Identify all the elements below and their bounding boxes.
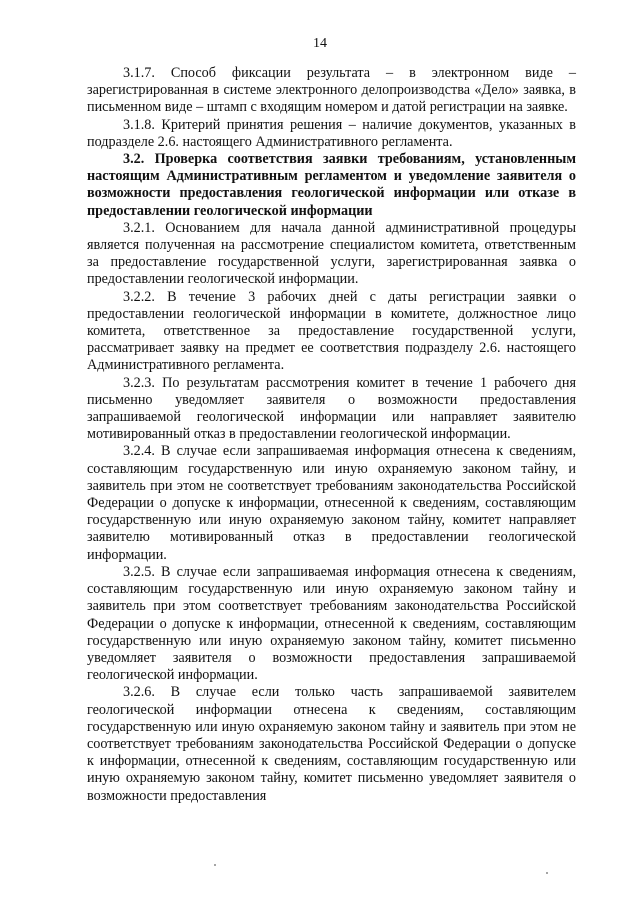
scan-artifact	[214, 864, 216, 866]
paragraph-3-2-3: 3.2.3. По результатам рассмотрения комитет в течение 1 рабочего дня письменно уведомляет заявителя о возможности предоставления запрашиваемой геологической информации или направляет заявителю мотивированный отказ в предоставлении геологической информации.	[87, 374, 576, 443]
paragraph-3-2-6: 3.2.6. В случае если только часть запрашиваемой заявителем геологической информации отнесена к сведениям, составляющим государственную или иную охраняемую законом тайну и заявитель при этом не соответствует требованиям законодательства Российской Федерации о допуске к информации, отнесенной к сведениям, составляющим государственную или иную охраняемую законом тайну, комитет письменно уведомляет заявителя о возможности предоставления	[87, 684, 576, 804]
paragraph-3-2-2: 3.2.2. В течение 3 рабочих дней с даты регистрации заявки о предоставлении геологической информации в комитете, должностное лицо комитета, ответственное за предоставление государственной услуги, рассматривает заявку на предмет ее соответствия подразделу 2.6. настоящего Административного регламента.	[87, 288, 576, 374]
paragraph-3-2-4: 3.2.4. В случае если запрашиваемая информация отнесена к сведениям, составляющим государственную или иную охраняемую законом тайну, и заявитель при этом не соответствует требованиям законодательства Российской Федерации о допуске к информации, отнесенной к сведениям, составляющим государственную или иную охраняемую законом тайну, комитет направляет заявителю мотивированный отказ в предоставлении геологической информации.	[87, 443, 576, 563]
page-number: 14	[313, 36, 327, 51]
paragraph-3-2-5: 3.2.5. В случае если запрашиваемая информация отнесена к сведениям, составляющим государственную или иную охраняемую законом тайну и заявитель при этом соответствует требованиям законодательства Российской Федерации о допуске к информации, отнесенной к сведениям, составляющим государственную или иную охраняемую законом тайну, комитет письменно уведомляет заявителя о возможности предоставления запрашиваемой геологической информации.	[87, 563, 576, 684]
paragraph-3-1-8: 3.1.8. Критерий принятия решения – наличие документов, указанных в подразделе 2.6. настоящего Административного регламента.	[87, 116, 576, 150]
scan-artifact	[546, 872, 548, 874]
section-heading-3-2: 3.2. Проверка соответствия заявки требованиям, установленным настоящим Административным регламентом и уведомление заявителя о возможности предоставления геологической информации или отказе в предоставлении геологической информации	[87, 151, 576, 219]
paragraph-3-1-7: 3.1.7. Способ фиксации результата – в электронном виде – зарегистрированная в системе электронного делопроизводства «Дело» заявка, в письменном виде – штамп с входящим номером и датой регистрации на заявке.	[87, 65, 576, 116]
paragraph-3-2-1: 3.2.1. Основанием для начала данной административной процедуры является полученная на рассмотрение специалистом комитета, ответственным за предоставление государственной услуги, зарегистрированная заявка о предоставлении геологической информации.	[87, 219, 576, 288]
page-content	[87, 65, 576, 805]
